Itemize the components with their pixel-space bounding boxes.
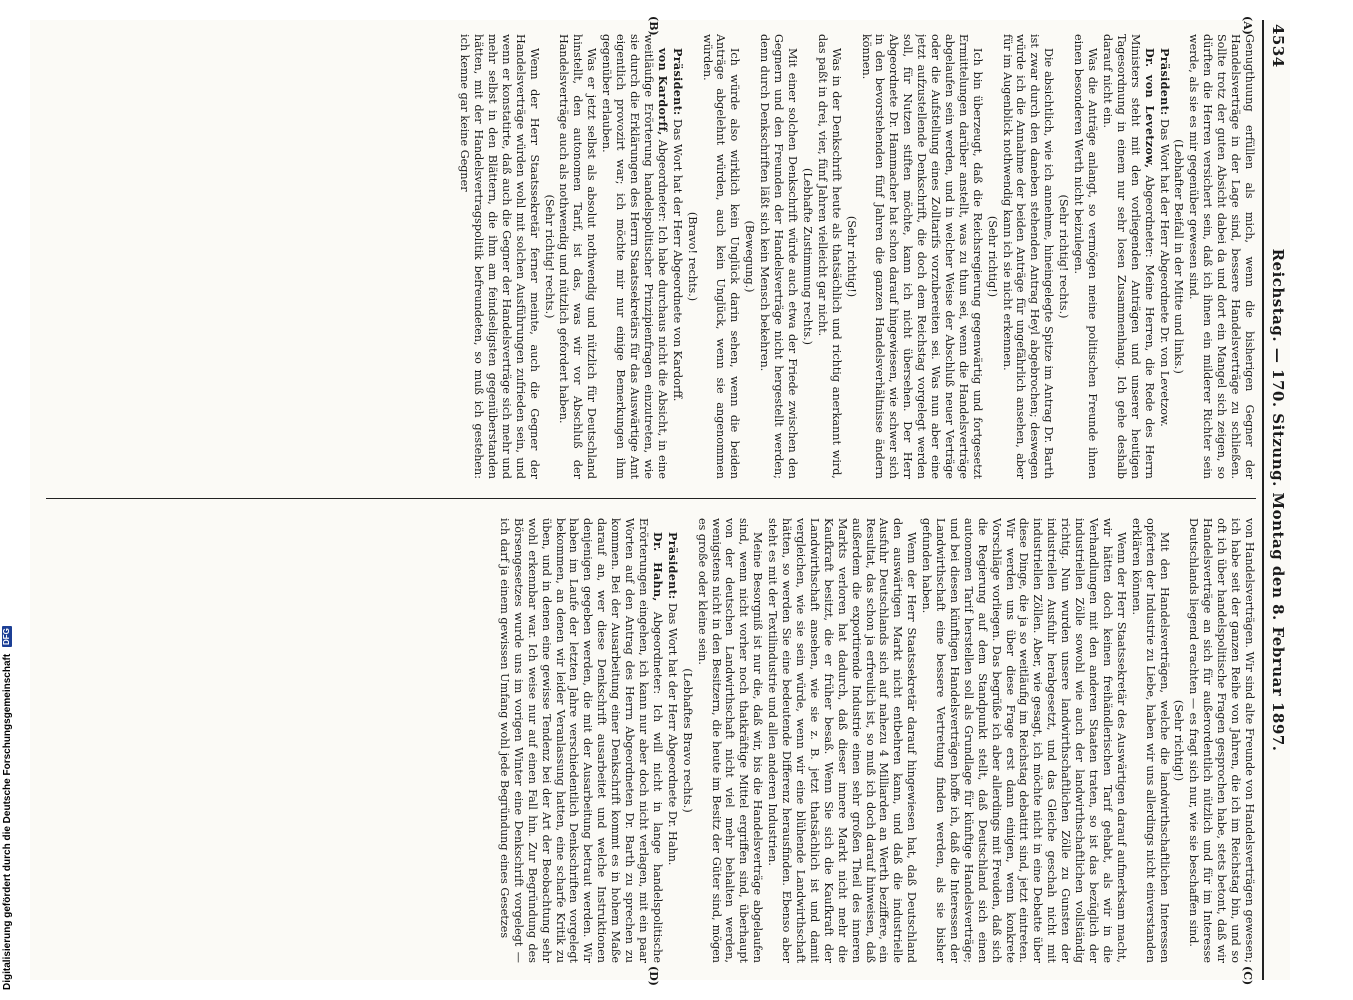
margin-marker-d: (D) (647, 966, 660, 986)
paragraph-text: Was er jetzt selbst als absolut nothwendig und nützlich für Deutschland hinstellt, den autonomen Tarif, ist das, was wir vor Abschluß der Handelsverträge auch als nothwendig und nützlich gefordert haben. (557, 34, 599, 479)
paragraph (680, 518, 694, 963)
margin-marker-a: (A) (1241, 16, 1254, 35)
left-column (46, 34, 1256, 479)
digitization-credit (2, 10, 16, 990)
document-page (30, 16, 1290, 986)
paragraph-text: Wenn der Herr Staatssekretär des Auswärtigen darauf aufmerksam macht, wir hätten doch keinen freihändlerischen Tarif gehabt, als wir in die Verhandlungen mit den anderen Staaten traten, so ist das bezüglich der industriellen Zölle sowohl wie auch der landwirthschaftlichen vollständig richtig. Nun wurden unsere landwirthschaftlichen Zölle zu Gunsten der industriellen Ausfuhr herabgesetzt, und das Gleiche geschah nicht mit industriellen Zöllen. Aber, wie gesagt, ich möchte nicht in eine Debatte über diese Dinge, die ja so weitläufig im Reichstag debattirt sind, jetzt eintreten. Wir werden uns über diese Frage erst dann einigen, wenn konkrete Vorschläge vorliegen. Das begrüße ich aber allerdings mit Freuden, daß sich die Regierung auf dem Standpunkt stellt, daß Deutschland sich einen autonomen Tarif herstellen soll als Grundlage für künftige Handelsverträge; und bei diesen künftigen Handelsverträgen hoffe ich, daß die Interessen der Landwirthschaft eine bessere Vertretung finden werden, als sie bisher gefunden haben. (920, 518, 1128, 963)
paragraph-text: Abgeordneter: Ich habe durchaus nicht die Absicht, in eine weitläufige Erörterung handelspolitischer Prinzipienfragen einzutreten, wie sie durch die Erklärungen des Herrn Staatssekretärs für das Auswärtige Amt eigentlich provozirt war; ich möchte mir nur einige Bemerkungen ihm gegenüber erlauben. (600, 34, 669, 479)
speaker-name: von Kardorff, (655, 48, 670, 136)
paragraph-text: Wenn der Herr Staatssekretär ferner meinte, auch die Gegner der Handelsverträge würden wohl mit solchen Ausführungen zufrieden sein, und wenn er konstatirte, daß auch die Gegner der Handelsverträge sich mehr und mehr selbst in den Blättern, die ihm am feindseligsten gegenüberstanden hätten, mit der Handelsvertragspolitik befreundeten, so muß ich gestehen: ich kenne gar keine Gegner (458, 34, 541, 479)
paragraph-text: Genugthuung erfüllen als mich, wenn die bisherigen Gegner der Handelsverträge in der Lage sind, bessere Handelsverträge zu schließen. Sollte trotz der guten Absicht dabei da und dort ein Mangel sich zeigen, so dürften die Herren versichert sein, daß ich ihnen ein milderer Richter sein werde, als sie es mir gegenüber gewesen sind. (1187, 34, 1256, 479)
paragraph-text: Wenn der Herr Staatssekretär darauf hingewiesen hat, daß Deutschland den auswärtigen Markt nicht entbehren kann, und daß die industrielle Ausfuhr Deutschlands sich auf nahezu 4 Milliarden an Werth beziffere, ein Resultat, das schon ja erfreulich ist, so muß ich doch darauf hinweisen, daß außerdem die exportirende Industrie einen sehr großen Theil des inneren Markts verloren hat dadurch, daß dieser innere Markt nicht mehr die Kaufkraft besitzt, die er früher besaß. Wenn Sie sich die Kaufkraft der Landwirthschaft ansehen, wie sie z. B. jetzt thatsächlich ist und damit vergleichen, wie sie sein würde, wenn wir eine blühende Landwirthschaft hätten, so werden Sie eine bedeutende Differenz herausfinden. Ebenso aber steht es mit der Textilindustrie und allen anderen Industrien. (766, 518, 919, 963)
paragraph-text: Mit einer solchen Denkschrift würde auch etwa der Friede zwischen den Gegnern und den Freunden der Handelsverträge nicht hergestellt werden; denn durch Denkschriften läßt sich kein Mensch bekehren. (758, 34, 799, 479)
paragraph (859, 34, 984, 479)
paragraph-text: Das Wort hat der Herr Abgeordnete Dr. von Levetzow. (1157, 115, 1171, 427)
paragraph-text: (Sehr richtig!) (985, 215, 999, 298)
paragraph-text: (Lebhafte Zustimmung rechts.) (800, 167, 814, 345)
speaker-name: Dr. Hahn, (650, 532, 665, 602)
paragraph (670, 34, 684, 479)
paragraph (457, 34, 540, 479)
paragraph (757, 34, 799, 479)
paragraph (1071, 34, 1099, 479)
paragraph (985, 34, 999, 479)
paragraph-text: Meine Besorgniß ist nur die, daß wir, bis die Handelsverträge abgelaufen sind, wenn nicht vorher noch thatkräftige Mittel ergriffen sind, überhaupt von der deutschen Landwirthschaft nicht viel mehr behalten werden, wenigstens nicht in den Besitzern, die heute im Besitz der Güter sind, mögen es große oder kleine sein. (695, 518, 765, 963)
paragraph (1157, 34, 1171, 479)
paragraph-text: (Sehr richtig!) (1172, 699, 1186, 782)
paragraph-text: Was die Anträge anlangt, so vermögen meine politischen Freunde ihnen einen besonderen Werth nicht beizulegen. (1072, 34, 1100, 479)
paragraph (1186, 518, 1256, 963)
paragraph-text: (Sehr richtig!) (844, 215, 858, 298)
paragraph-text: (Lebhafter Beifall in der Mitte und links.) (1172, 139, 1186, 374)
paragraph-text: Das Wort hat der Herr Abgeordnete von Kardorff. (670, 115, 684, 402)
margin-marker-b: (B) (647, 16, 660, 36)
paragraph (742, 34, 756, 479)
speaker-name: Präsident: (1157, 48, 1172, 116)
paragraph-text: Ich bin überzeugt, daß die Reichsregierung gegenwärtig und fortgesetzt Ermittelungen darüber anstellt, was zu thun sei, wenn die Handelsverträge abgelaufen sein werden, und in welcher Weise der Abschluß neuer Verträge oder die Aufstellung eines Zolltarifs vorzubereiten sei. Was nun aber eine jetzt aufzustellende Denkschrift, die doch dem Reichstag vorgelegt werden soll, für Nutzen stiften möchte, kann ich nicht übersehen. Der Herr Abgeordnete Dr. Hammacher hat schon darauf hingewiesen, wie schwer sich in den bevorstehenden fünf Jahren die ganzen Handelsverhältnisse ändern können. (859, 34, 984, 479)
paragraph (599, 34, 669, 479)
paragraph-text: von Handelsverträgen. Wir sind alte Freunde von Handelsverträgen gewesen; ich habe seit der ganzen Reihe von Jahren, die ich im Reichstag bin, und so oft ich über handelspolitische Fragen gesprochen habe, stets betont, daß wir Handelsverträge an sich für außerordentlich nützlich und für im Interesse Deutschlands liegend erachten — es fragt sich nur, wie sie beschaffen sind. (1187, 518, 1256, 963)
paragraph (700, 34, 742, 479)
paragraph (1172, 518, 1186, 963)
paragraph (800, 34, 814, 479)
paragraph (695, 518, 765, 963)
page-number: 4534 (1269, 24, 1287, 68)
column-divider (46, 498, 1256, 499)
paragraph (815, 34, 843, 479)
paragraph (1056, 34, 1070, 479)
paragraph (685, 34, 699, 479)
paragraph (1172, 34, 1186, 479)
paragraph-text: Mit den Handelsverträgen, welche die landwirthschaftlichen Interessen opferten der Industrie zu Liebe, haben wir uns allerdings nicht einverstanden erklären können. (1129, 518, 1171, 963)
paragraph (1186, 34, 1256, 479)
dfg-logo-icon: DFG (2, 628, 12, 646)
paragraph-text: (Bewegung.) (743, 220, 757, 293)
paragraph (765, 518, 918, 963)
paragraph-text: (Bravo! rechts.) (685, 211, 699, 302)
paragraph-text: (Sehr richtig! rechts.) (542, 194, 556, 319)
speaker-name: Dr. von Levetzow, (1142, 48, 1157, 169)
paragraph (1100, 34, 1156, 479)
page-title: Reichstag. — 170. Sitzung. Montag den 8. Februar 1897. (1269, 248, 1287, 752)
paragraph (557, 34, 599, 479)
paragraph (919, 518, 1128, 963)
paragraph-text: Das Wort hat der Herr Abgeordnete Dr. Hahn. (665, 599, 679, 866)
speaker-name: Präsident: (665, 532, 680, 600)
paragraph-text: Was in der Denkschrift heute als thatsächlich und richtig anerkannt wird, das paßt in drei, vier, fünf Jahren vielleicht gar nicht. (815, 34, 843, 479)
paragraph (844, 34, 858, 479)
paragraph-text: Abgeordneter: Meine Herren, die Rede des Herrn Ministers steht mit den vorliegenden Anträgen und unserer heutigen Tagesordnung in einem nur sehr losen Zusammenhang. Ich gehe deshalb darauf nicht ein. (1100, 34, 1156, 479)
paragraph-text: Die absichtlich, wie ich annehme, hineingelegte Spitze im Antrag Dr. Barth ist zwar durch den daneben stehenden Antrag Heyl abgebrochen; deswegen würde ich die Annahme der beiden Anträge für ungefährlich ansehen, aber für im Augenblick nothwendig kann ich sie nicht erkennen. (1000, 34, 1056, 479)
speaker-name: Präsident: (670, 48, 685, 116)
paragraph (1000, 34, 1056, 479)
paragraph (665, 518, 679, 963)
paragraph-text: Ich würde also wirklich kein Unglück darin sehen, wenn die beiden Anträge abgelehnt würden, auch kein Unglück, wenn sie angenommen würden. (700, 34, 742, 479)
right-column (46, 518, 1256, 963)
paragraph-text: Abgeordneter: Ich will nicht in lange handelspolitische Erörterungen eingehen, ich kann nur aber doch nicht verlagen, mit ein paar Worten auf den Antrag des Herrn Abgeordneten Dr. Barth zu sprechen zu kommen. Bei der Ausarbeitung einer Denkschrift kommt es in hohem Maße darauf an, wer diese Denkschrift ausarbeitet und welche Instruktionen denjenigen gegeben werden, die mit der Ausarbeitung betraut werden. Wir haben im Laufe der letzten Jahre verschiedentlich Denkschriften vorgelegt bekommen, an denen wir leider Veranlassung hatten, eine scharfe Kritik zu üben, und in denen eine gewisse Tendenz bei der Art der Beobachtung sehr wohl erkennbar war. Ich weise nur auf einen Fall hin. Zur Begründung des Börsengesetzes wurde uns im vorigen Winter eine Denkschrift vorgelegt — ich darf ja einem gewissen Umfang wohl jede Begründung eines Gesetzes (497, 518, 664, 963)
paragraph (1129, 518, 1171, 963)
paragraph-text: (Sehr richtig! rechts.) (1057, 194, 1071, 319)
paragraph-text: (Lebhaftes Bravo rechts.) (680, 668, 694, 813)
margin-marker-c: (C) (1241, 966, 1254, 986)
credit-text: Digitalisierung gefördert durch die Deutsche Forschungsgemeinschaft (2, 653, 13, 990)
paragraph (542, 34, 556, 479)
page-header (1262, 20, 1290, 980)
paragraph (497, 518, 664, 963)
